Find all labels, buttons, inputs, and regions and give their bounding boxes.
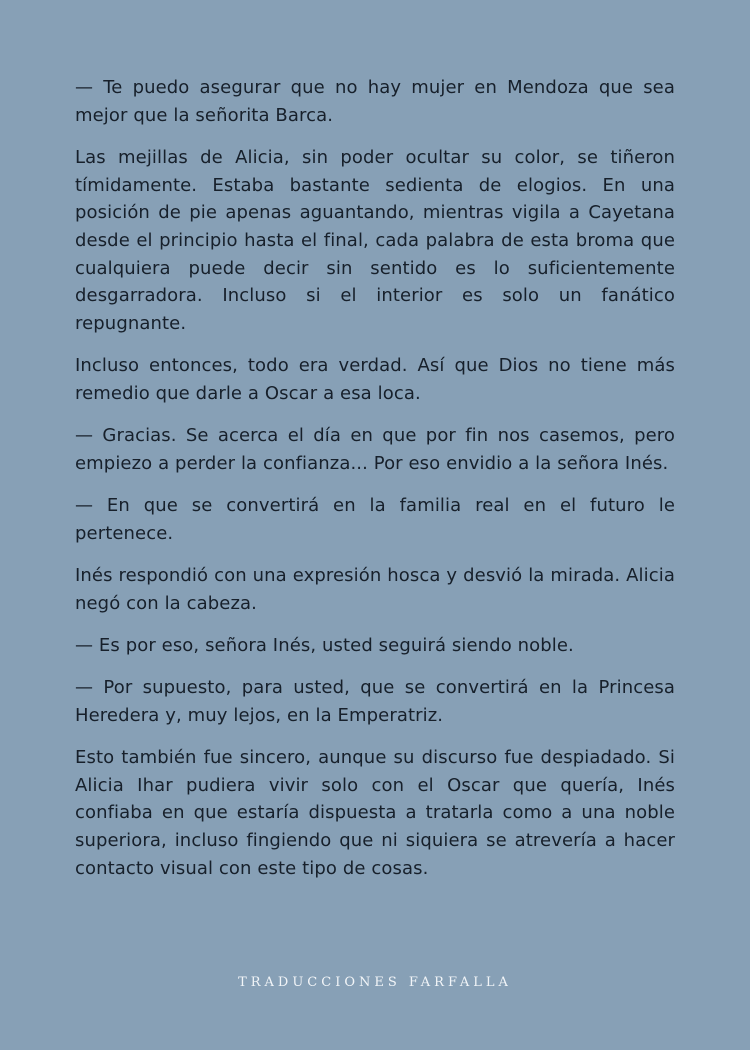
page-footer: TRADUCCIONES FARFALLA — [238, 975, 512, 990]
paragraph: — Por supuesto, para usted, que se convertirá en la Princesa Heredera y, muy lejos, en la Emperatriz. — [75, 677, 675, 726]
document-body — [75, 74, 675, 897]
paragraph: Esto también fue sincero, aunque su discurso fue despiadado. Si Alicia Ihar pudiera vivir solo con el Oscar que quería, Inés confiaba en que estaría dispuesta a tratarla como a una noble superiora, incluso fingiendo que ni siquiera se atrevería a hacer contacto visual con este tipo de cosas. — [75, 747, 675, 879]
paragraph: Las mejillas de Alicia, sin poder ocultar su color, se tiñeron tímidamente. Estaba bastante sedienta de elogios. En una posición de pie apenas aguantando, mientras vigila a Cayetana desde el principio hasta el final, cada palabra de esta broma que cualquiera puede decir sin sentido es lo suficientemente desgarradora. Incluso si el interior es solo un fanático repugnante. — [75, 146, 675, 335]
paragraph: — Es por eso, señora Inés, usted seguirá siendo noble. — [75, 634, 574, 656]
paragraph: — Gracias. Se acerca el día en que por fin nos casemos, pero empiezo a perder la confianza... Por eso envidio a la señora Inés. — [75, 425, 675, 474]
paragraph: — Te puedo asegurar que no hay mujer en Mendoza que sea mejor que la señorita Barca. — [75, 77, 675, 126]
paragraph: Incluso entonces, todo era verdad. Así que Dios no tiene más remedio que darle a Oscar a esa loca. — [75, 355, 675, 405]
paragraph: Inés respondió con una expresión hosca y desvió la mirada. Alicia negó con la cabeza. — [75, 565, 675, 614]
paragraph: — En que se convertirá en la familia real en el futuro le pertenece. — [75, 495, 675, 544]
